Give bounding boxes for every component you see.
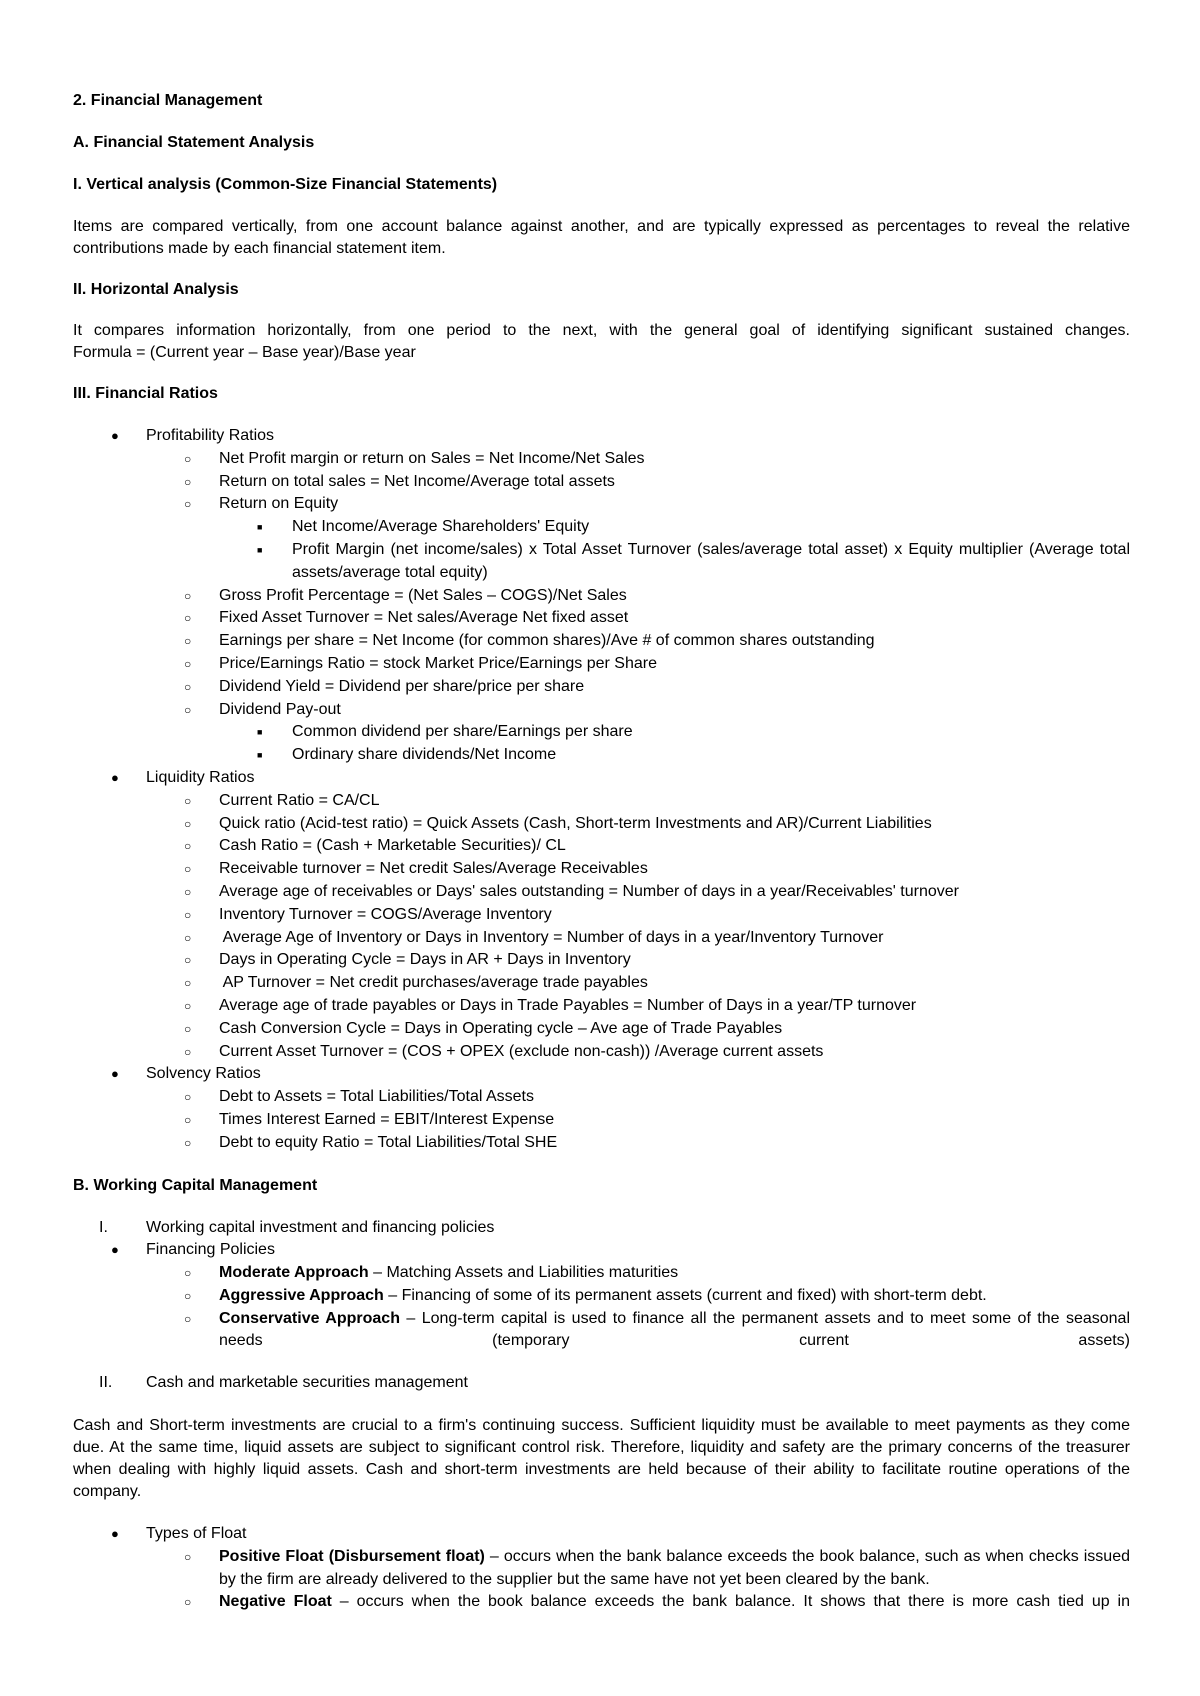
list-item: ○ Aggressive Approach – Financing of some of its permanent assets (current and fixed) with short-term debt. [73,1285,1130,1308]
horizontal-analysis-formula: Formula = (Current year – Base year)/Base year [73,344,416,361]
circle-bullet-icon: ○ [184,1595,192,1610]
vertical-analysis-text: Items are compared vertically, from one account balance against another, and are typically expressed as percentages to reveal the relative contributions made by each financial statement item. [73,218,1130,257]
roman-numeral: II. [99,1374,113,1392]
list-item: ○ AP Turnover = Net credit purchases/average trade payables [73,972,1130,995]
list-item: ○ Price/Earnings Ratio = stock Market Price/Earnings per Share [73,653,1130,676]
circle-bullet-icon: ○ [184,634,192,649]
list-item: ● Liquidity Ratios [73,767,1130,790]
section-a-heading: A. Financial Statement Analysis [73,134,315,151]
list-item: ○ Fixed Asset Turnover = Net sales/Average Net fixed asset [73,607,1130,630]
negative-float-term: Negative Float [219,1593,332,1611]
circle-bullet-icon: ○ [184,1266,192,1281]
circle-bullet-icon: ○ [184,953,192,968]
circle-bullet-icon: ○ [184,930,192,945]
circle-bullet-icon: ○ [184,588,192,603]
list-item: ○ Dividend Pay-out [73,699,1130,722]
list-item: ○ Earnings per share = Net Income (for common shares)/Ave # of common shares outstanding [73,630,1130,653]
circle-bullet-icon: ○ [184,611,192,626]
disc-bullet-icon: ● [111,769,119,785]
document-title: 2. Financial Management [73,92,263,109]
circle-bullet-icon: ○ [184,474,192,489]
circle-bullet-icon: ○ [184,656,192,671]
list-item: ○ Times Interest Earned = EBIT/Interest Expense [73,1109,1130,1132]
circle-bullet-icon: ○ [184,907,192,922]
circle-bullet-icon: ○ [184,793,192,808]
list-item: ○ Cash Conversion Cycle = Days in Operating cycle – Ave age of Trade Payables [73,1018,1130,1041]
list-item: ○ Current Ratio = CA/CL [73,790,1130,813]
list-item: ■ Net Income/Average Shareholders' Equity [73,516,1130,539]
circle-bullet-icon: ○ [184,451,192,466]
square-bullet-icon: ■ [257,750,263,761]
circle-bullet-icon: ○ [184,1021,192,1036]
circle-bullet-icon: ○ [184,1288,192,1303]
section-b-heading: B. Working Capital Management [73,1176,318,1194]
list-item: ○ Average age of receivables or Days' sales outstanding = Number of days in a year/Receivables' turnover [73,881,1130,904]
list-item: ○ Average age of trade payables or Days in Trade Payables = Number of Days in a year/TP turnover [73,995,1130,1018]
list-item: ○ Current Asset Turnover = (COS + OPEX (exclude non-cash)) /Average current assets [73,1041,1130,1064]
list-item: ○ Days in Operating Cycle = Days in AR + Days in Inventory [73,949,1130,972]
list-item: ● Solvency Ratios [73,1063,1130,1086]
roman-numeral: I. [99,1218,108,1236]
list-item: ○ Average Age of Inventory or Days in Inventory = Number of days in a year/Inventory Turnover [73,927,1130,950]
circle-bullet-icon: ○ [184,862,192,877]
list-item: ● Types of Float [73,1523,1130,1546]
ratios-list [73,425,1130,1155]
positive-float-term: Positive Float (Disbursement float) [219,1547,485,1565]
list-item: ■ Common dividend per share/Earnings per share [73,721,1130,744]
circle-bullet-icon: ○ [184,976,192,991]
disc-bullet-icon: ● [111,1242,119,1258]
cash-management-text: Cash and Short-term investments are crucial to a firm's continuing success. Sufficient liquidity must be available to meet payments as they come due. At the same time, liquid assets are subject to significant control risk. Therefore, liquidity and safety are the primary concerns of the treasurer when dealing with highly liquid assets. Cash and short-term investments are held because of their ability to facilitate routine operations of the company. [73,1417,1130,1501]
circle-bullet-icon: ○ [184,839,192,854]
disc-bullet-icon: ● [111,428,119,443]
horizontal-analysis-text: It compares information horizontally, from one period to the next, with the general goal of identifying significant sustained changes. [73,322,1130,339]
circle-bullet-icon: ○ [184,816,192,831]
list-item: ○ Negative Float – occurs when the book balance exceeds the bank balance. It shows that there is more cash tied up in [73,1591,1130,1614]
list-item: ○ Positive Float (Disbursement float) – occurs when the bank balance exceeds the book balance, such as when checks issued by the firm are already delivered to the supplier but the same have not yet been cleared by the bank. [184,1547,1130,1588]
list-item: II. Cash and marketable securities management [73,1372,1130,1395]
list-item: ○ Dividend Yield = Dividend per share/price per share [73,676,1130,699]
horizontal-analysis-heading: II. Horizontal Analysis [73,281,239,298]
list-item: ○ Quick ratio (Acid-test ratio) = Quick Assets (Cash, Short-term Investments and AR)/Current Liabilities [73,813,1130,836]
cash-management-list [73,1372,1130,1395]
document-page [73,90,1130,1614]
circle-bullet-icon: ○ [184,497,192,512]
circle-bullet-icon: ○ [184,1549,192,1564]
circle-bullet-icon: ○ [184,702,192,717]
vertical-analysis-heading: I. Vertical analysis (Common-Size Financial Statements) [73,176,498,193]
circle-bullet-icon: ○ [184,1112,192,1127]
list-item: ○ Moderate Approach – Matching Assets and Liabilities maturities [73,1262,1130,1285]
list-item: ○ Conservative Approach – Long-term capital is used to finance all the permanent assets and to meet some of the seasonal needs (temporary current assets) [184,1309,1131,1350]
working-capital-list [73,1217,1130,1354]
list-item: ○ Debt to Assets = Total Liabilities/Total Assets [73,1086,1130,1109]
list-item: ○ Debt to equity Ratio = Total Liabilities/Total SHE [73,1132,1130,1155]
disc-bullet-icon: ● [111,1066,119,1082]
float-list [73,1523,1130,1614]
list-item: ○ Inventory Turnover = COGS/Average Inventory [73,904,1130,927]
aggressive-approach-term: Aggressive Approach [219,1286,384,1304]
circle-bullet-icon: ○ [184,1135,192,1150]
circle-bullet-icon: ○ [184,1090,192,1105]
list-item: ○ Gross Profit Percentage = (Net Sales – COGS)/Net Sales [73,585,1130,608]
circle-bullet-icon: ○ [184,1044,192,1059]
list-item: ○ Return on Equity [73,493,1130,516]
financial-ratios-heading: III. Financial Ratios [73,385,218,402]
square-bullet-icon: ■ [257,727,263,738]
list-item: ■ Ordinary share dividends/Net Income [73,744,1130,767]
list-item: ○ Receivable turnover = Net credit Sales/Average Receivables [73,858,1130,881]
circle-bullet-icon: ○ [184,998,192,1013]
disc-bullet-icon: ● [111,1526,119,1542]
square-bullet-icon: ■ [257,522,263,533]
list-item: ○ Cash Ratio = (Cash + Marketable Securities)/ CL [73,835,1130,858]
square-bullet-icon: ■ [257,544,263,555]
list-item: ○ Return on total sales = Net Income/Average total assets [73,471,1130,494]
list-item: ● Financing Policies [73,1239,1130,1262]
list-item: ○ Net Profit margin or return on Sales = Net Income/Net Sales [73,448,1130,471]
list-item: ● Profitability Ratios [73,425,1130,448]
moderate-approach-term: Moderate Approach [219,1264,369,1282]
list-item: ■ Profit Margin (net income/sales) x Total Asset Turnover (sales/average total asset) x Equity multiplier (Average total assets/average total equity) [257,540,1130,581]
circle-bullet-icon: ○ [184,679,192,694]
conservative-approach-term: Conservative Approach [219,1309,400,1327]
list-item: I. Working capital investment and financing policies [73,1217,1130,1240]
circle-bullet-icon: ○ [184,1311,192,1326]
circle-bullet-icon: ○ [184,884,192,899]
